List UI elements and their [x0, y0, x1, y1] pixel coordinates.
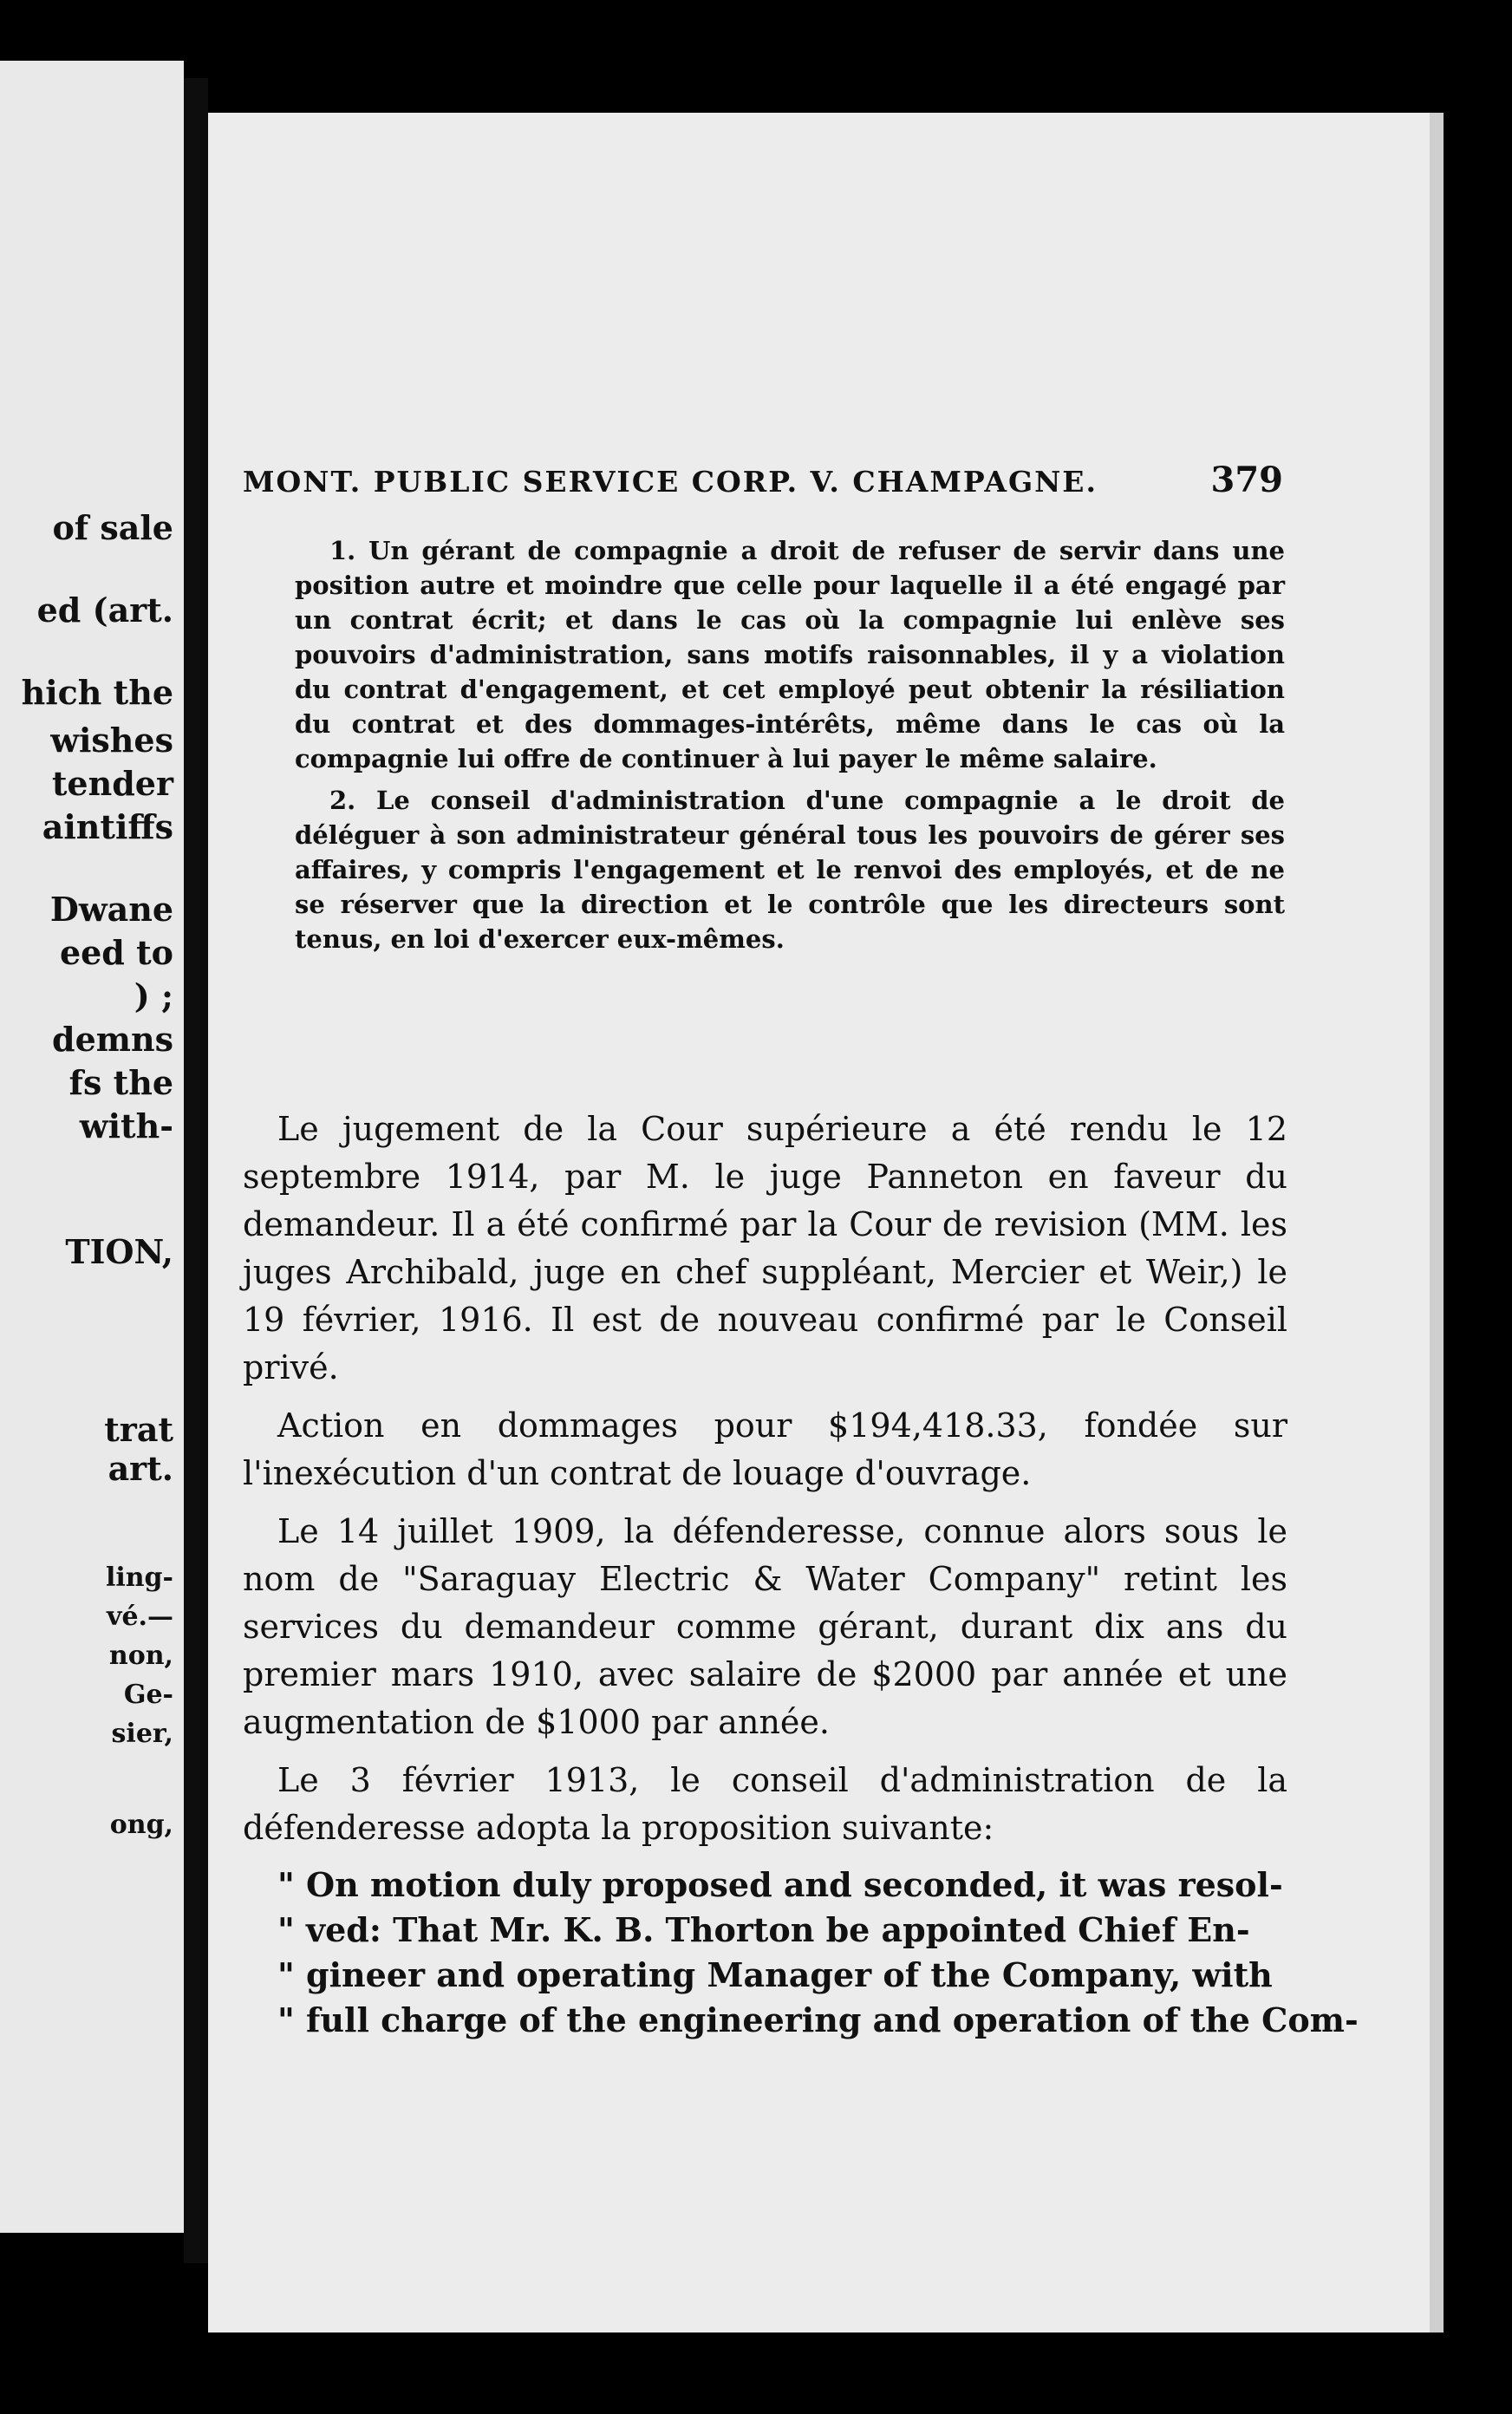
running-title: MONT. PUBLIC SERVICE CORP. V. CHAMPAGNE. [243, 465, 1098, 499]
left-fragment: Ge- [123, 1680, 173, 1710]
page-number: 379 [1210, 460, 1283, 500]
left-fragment: ong, [109, 1810, 173, 1840]
body-paragraph: Le 3 février 1913, le conseil d'administration de la défenderesse adopta la proposition suivante: [243, 1761, 1287, 1847]
left-fragment: ed (art. [36, 590, 173, 630]
left-fragment: fs the [68, 1063, 173, 1102]
body-paragraph: Action en dommages pour $194,418.33, fondée sur l'inexécution d'un contrat de louage d'ouvrage. [243, 1406, 1287, 1492]
left-fragment: tender [51, 764, 173, 803]
left-fragment: hich the [21, 673, 173, 712]
body-text [243, 1106, 1359, 2043]
headnote-2: 2. Le conseil d'administration d'une compagnie a le droit de déléguer à son administrateur général tous les pouvoirs de gérer ses affaires, y compris l'engagement et le renvoi des employés, et de ne se réserver que la direction et le contrôle que les directeurs sont tenus, en loi d'exercer eux-mêmes. [295, 786, 1285, 954]
left-fragment: trat [104, 1410, 173, 1449]
left-fragment: Dwane [49, 890, 173, 929]
quote-line: " ved: That Mr. K. B. Thorton be appointed Chief En- [277, 1910, 1250, 1949]
left-fragment: sier, [111, 1719, 173, 1749]
left-fragment: non, [108, 1641, 173, 1671]
left-fragment: demns [52, 1020, 173, 1059]
left-fragment: art. [108, 1449, 173, 1488]
document-page [208, 113, 1444, 2332]
left-fragment: eed to [59, 933, 173, 972]
quote-line: " gineer and operating Manager of the Company, with [277, 1955, 1273, 1994]
left-fragment: aintiffs [42, 807, 173, 846]
headnotes [295, 533, 1285, 963]
quoted-resolution [243, 1863, 1359, 2043]
body-paragraph: Le 14 juillet 1909, la défenderesse, connue alors sous le nom de "Saraguay Electric & Water Company" retint les services du demandeur comme gérant, durant dix ans du premier mars 1910, avec salaire de $2000 par année et une augmentation de $1000 par année. [243, 1512, 1287, 1741]
previous-page-fragment [0, 61, 184, 2233]
left-fragment: with- [79, 1106, 173, 1145]
left-fragment: vé.— [107, 1602, 173, 1632]
left-fragment: ling- [105, 1563, 173, 1593]
body-paragraph: Le jugement de la Cour supérieure a été rendu le 12 septembre 1914, par M. le juge Panneton en faveur du demandeur. Il a été confirmé par la Cour de revision (MM. les juges Archibald, juge en chef suppléant, Mercier et Weir,) le 19 février, 1916. Il est de nouveau confirmé par le Conseil privé. [243, 1110, 1287, 1386]
left-fragment: wishes [50, 721, 173, 760]
quote-line: " On motion duly proposed and seconded, it was resol- [277, 1865, 1283, 1904]
left-fragment: TION, [65, 1232, 173, 1271]
headnote-1: 1. Un gérant de compagnie a droit de refuser de servir dans une position autre et moindre que celle pour laquelle il a été engagé par un contrat écrit; et dans le cas où la compagnie lui enlève ses pouvoirs d'administration, sans motifs raisonnables, il y a violation du contrat d'engagement, et cet employé peut obtenir la résiliation du contrat et des dommages-intérêts, même dans le cas où la compagnie lui offre de continuer à lui payer le même salaire. [295, 536, 1285, 773]
left-fragment: ) ; [134, 976, 173, 1015]
quote-line: " full charge of the engineering and operation of the Com- [277, 2000, 1359, 2039]
running-header [243, 460, 1283, 500]
page-gutter [184, 78, 208, 2263]
left-fragment: of sale [52, 508, 173, 547]
